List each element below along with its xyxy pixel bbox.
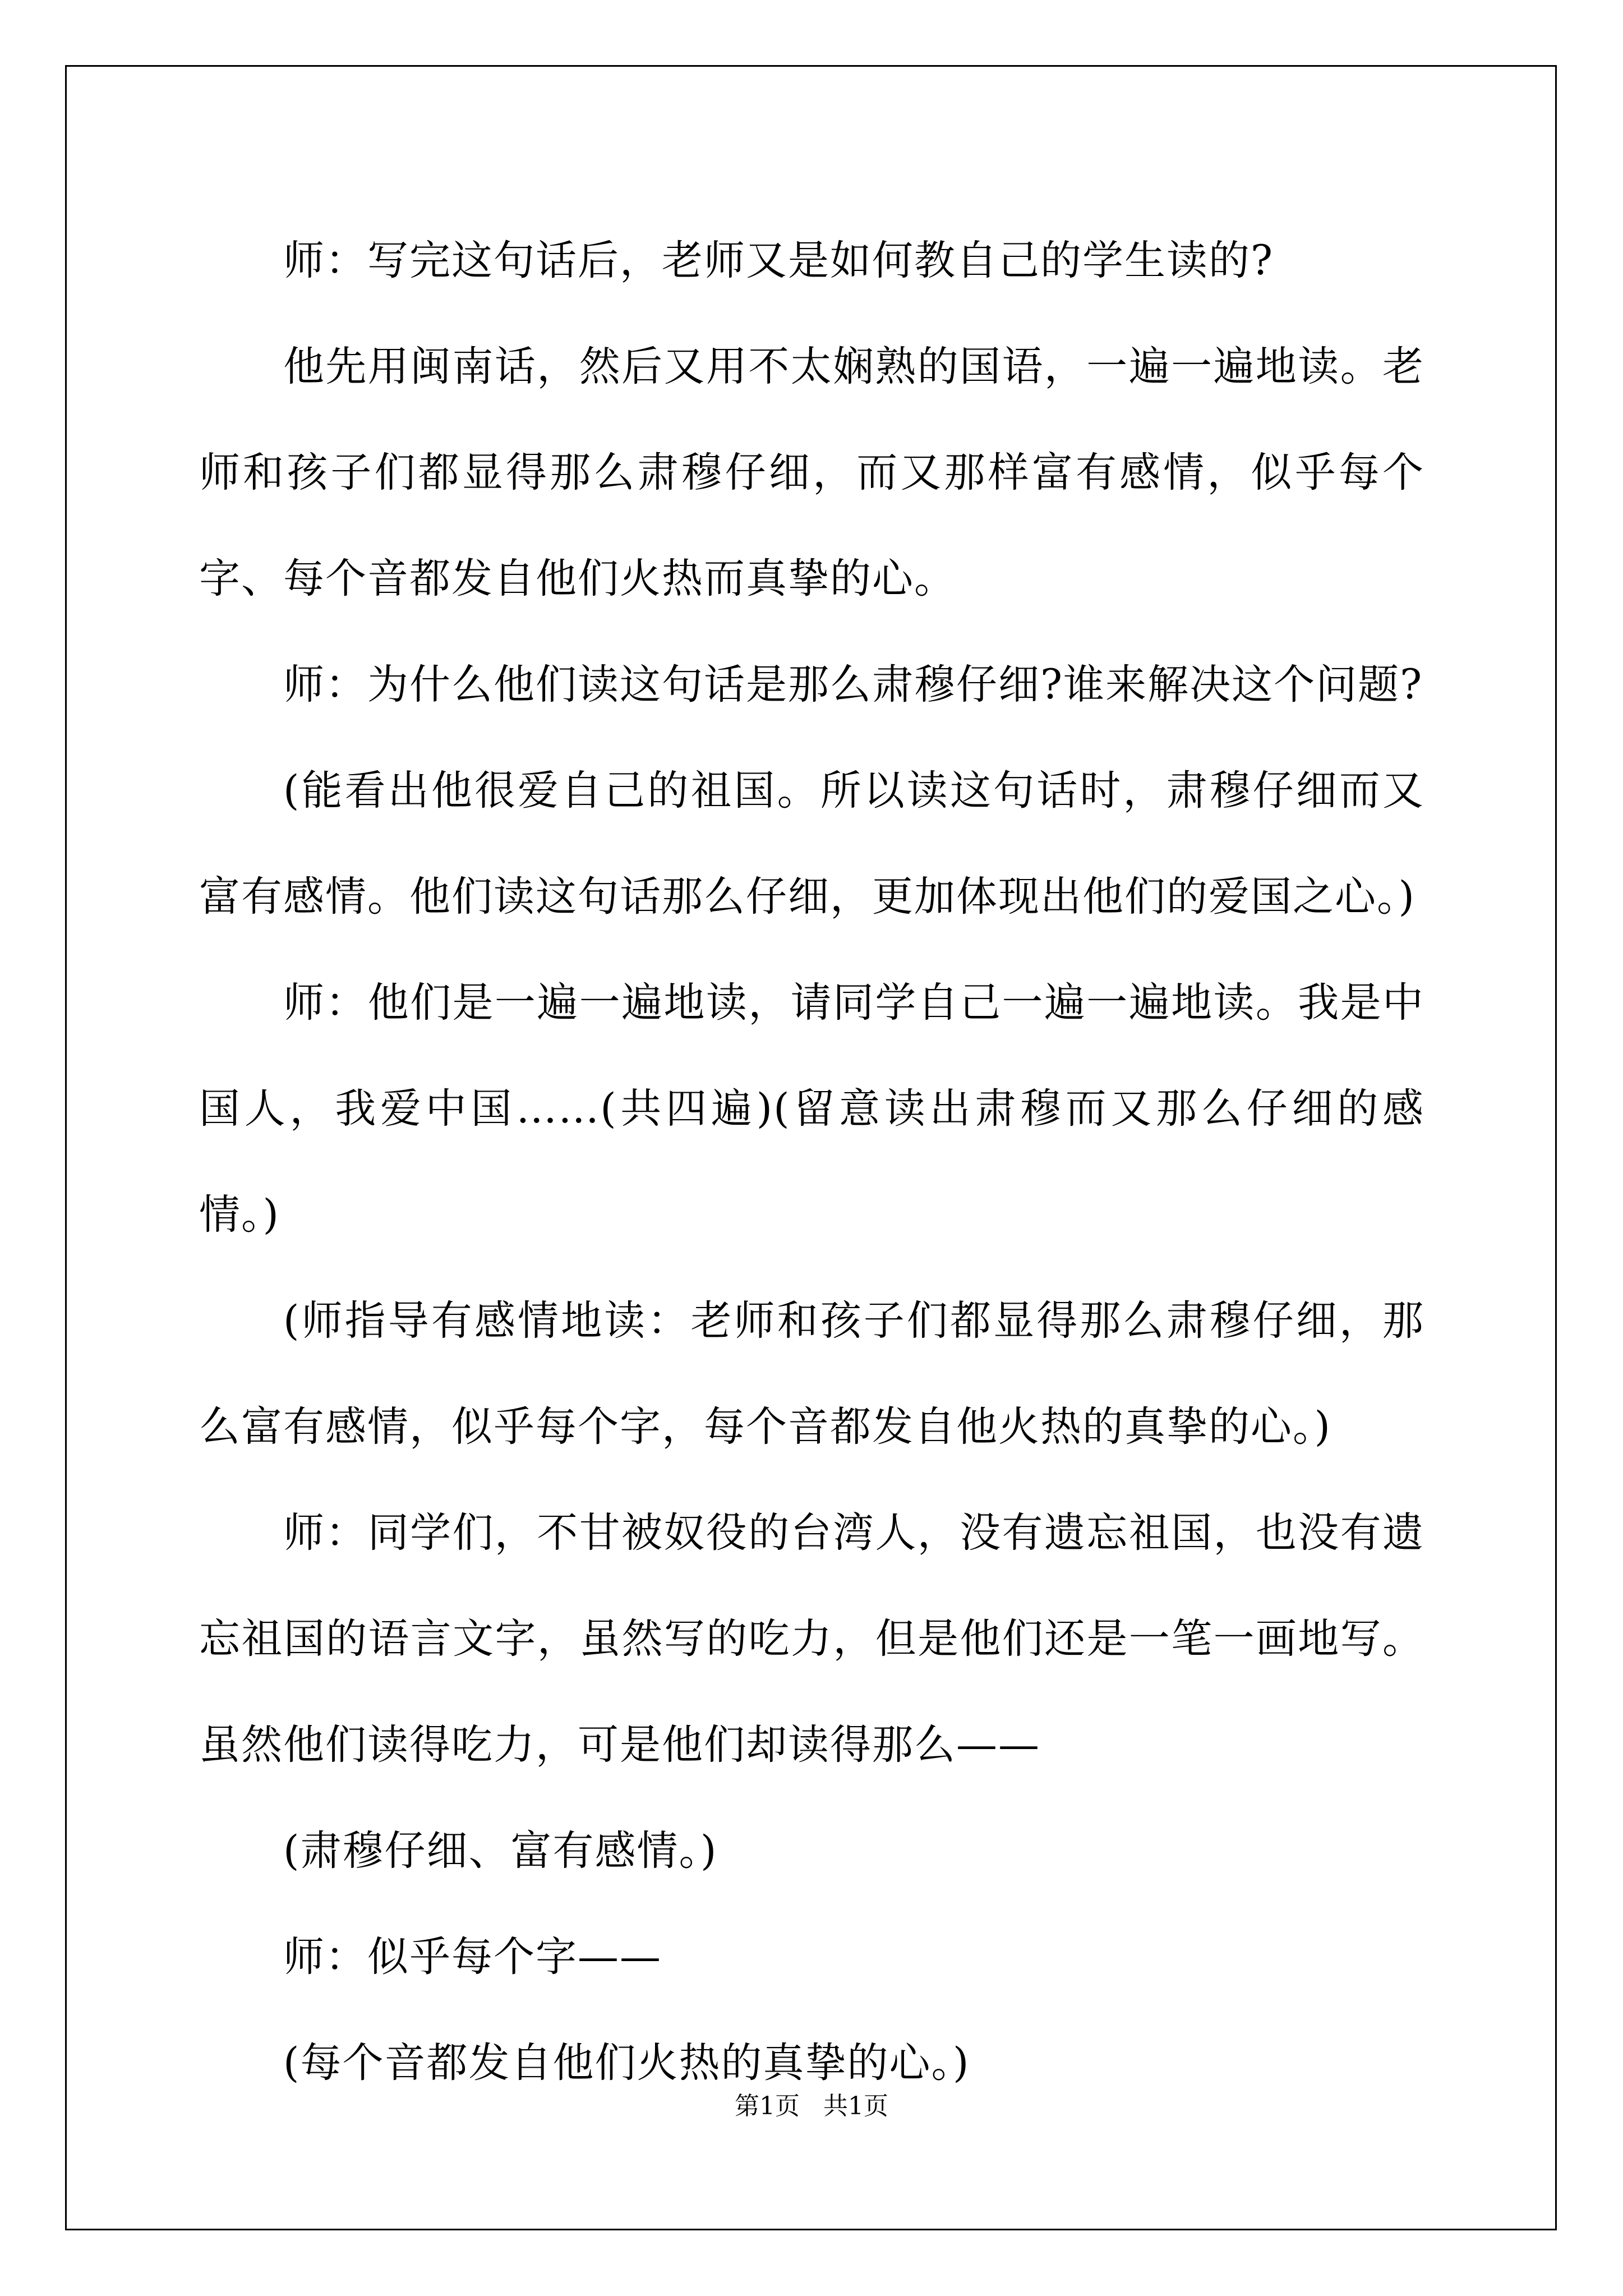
paragraph: 他先用闽南话，然后又用不太娴熟的国语，一遍一遍地读。老师和孩子们都显得那么肃穆仔细，而又那样富有感情，似乎每个字、每个音都发自他们火热而真挚的心。	[199, 343, 1424, 602]
paragraph: (肃穆仔细、富有感情。)	[283, 1827, 718, 1875]
page-number: 第1页	[735, 2092, 800, 2120]
page-total: 共1页	[823, 2092, 888, 2120]
page-footer	[0, 2086, 1623, 2122]
paragraph: 师：为什么他们读这句话是那么肃穆仔细?谁来解决这个问题?	[283, 661, 1423, 708]
paragraph: (每个音都发自他们火热的真挚的心。)	[283, 2039, 970, 2087]
paragraph: (师指导有感情地读：老师和孩子们都显得那么肃穆仔细，那么富有感情，似乎每个字，每个音都发自他火热的真挚的心。)	[199, 1297, 1424, 1451]
paragraph: 师：似乎每个字——	[283, 1933, 662, 1981]
paragraph: 师：他们是一遍一遍地读，请同学自己一遍一遍地读。我是中国人，我爱中国……(共四遍)(留意读出肃穆而又那么仔细的感情。)	[199, 979, 1424, 1239]
paragraph: 师：写完这句话后，老师又是如何教自己的学生读的?	[283, 237, 1274, 284]
document-body	[199, 208, 1424, 2116]
paragraph: (能看出他很爱自己的祖国。所以读这句话时，肃穆仔细而又富有感情。他们读这句话那么仔细，更加体现出他们的爱国之心。)	[199, 767, 1424, 921]
paragraph: 师：同学们，不甘被奴役的台湾人，没有遗忘祖国，也没有遗忘祖国的语言文字，虽然写的吃力，但是他们还是一笔一画地写。虽然他们读得吃力，可是他们却读得那么——	[199, 1509, 1424, 1769]
